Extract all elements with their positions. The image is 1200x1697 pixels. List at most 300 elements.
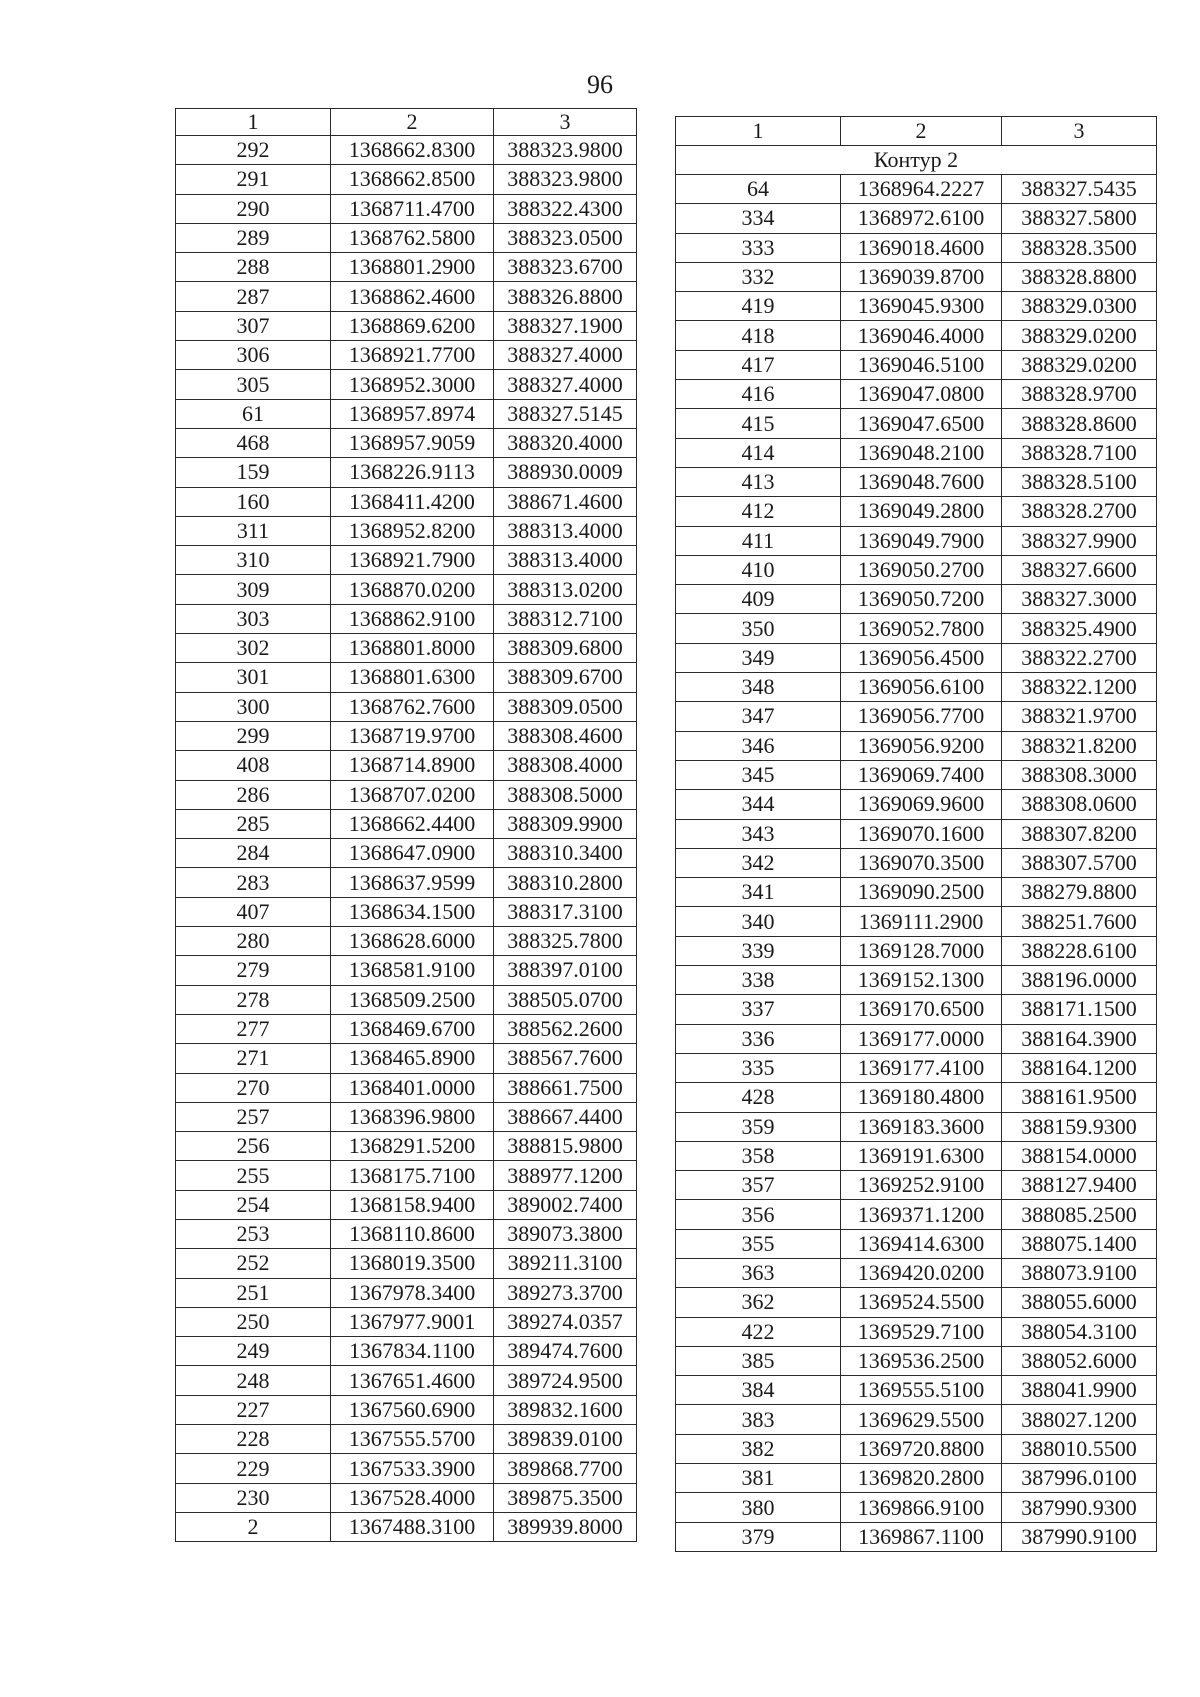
y-coordinate-cell: 388505.0700 (494, 985, 637, 1014)
x-coordinate-cell: 1369414.6300 (841, 1229, 1002, 1258)
y-coordinate-cell: 388313.4000 (494, 546, 637, 575)
x-coordinate-cell: 1368964.2227 (841, 175, 1002, 204)
y-coordinate-cell: 388327.5435 (1002, 175, 1157, 204)
x-coordinate-cell: 1368870.0200 (331, 575, 494, 604)
x-coordinate-cell: 1369111.2900 (841, 907, 1002, 936)
point-number-cell: 363 (676, 1258, 841, 1287)
y-coordinate-cell: 388309.0500 (494, 692, 637, 721)
table-row (676, 1083, 1157, 1112)
y-coordinate-cell: 388328.8800 (1002, 262, 1157, 291)
point-number-cell: 350 (676, 614, 841, 643)
x-coordinate-cell: 1369371.1200 (841, 1200, 1002, 1229)
y-coordinate-cell: 388325.4900 (1002, 614, 1157, 643)
x-coordinate-cell: 1368801.2900 (331, 253, 494, 282)
table-row (176, 428, 637, 457)
point-number-cell: 229 (176, 1454, 331, 1483)
table-row (676, 1229, 1157, 1258)
x-coordinate-cell: 1368628.6000 (331, 927, 494, 956)
table-row (176, 1132, 637, 1161)
point-number-cell: 359 (676, 1112, 841, 1141)
y-coordinate-cell: 388321.8200 (1002, 731, 1157, 760)
point-number-cell: 254 (176, 1190, 331, 1219)
table-row (176, 985, 637, 1014)
y-coordinate-cell: 388326.8800 (494, 282, 637, 311)
point-number-cell: 337 (676, 995, 841, 1024)
x-coordinate-cell: 1368411.4200 (331, 487, 494, 516)
point-number-cell: 284 (176, 839, 331, 868)
table-row (176, 1014, 637, 1043)
point-number-cell: 416 (676, 380, 841, 409)
table-row (676, 1258, 1157, 1287)
table-row (676, 614, 1157, 643)
y-coordinate-cell: 388323.6700 (494, 253, 637, 282)
y-coordinate-cell: 388052.6000 (1002, 1346, 1157, 1375)
point-number-cell: 311 (176, 516, 331, 545)
table-row (176, 927, 637, 956)
point-number-cell: 334 (676, 204, 841, 233)
y-coordinate-cell: 389939.8000 (494, 1512, 637, 1541)
y-coordinate-cell: 388321.9700 (1002, 702, 1157, 731)
table-row (176, 839, 637, 868)
point-number-cell: 356 (676, 1200, 841, 1229)
y-coordinate-cell: 388317.3100 (494, 897, 637, 926)
point-number-cell: 362 (676, 1288, 841, 1317)
point-number-cell: 468 (176, 428, 331, 457)
table-row (176, 1337, 637, 1366)
point-number-cell: 302 (176, 634, 331, 663)
x-coordinate-cell: 1368401.0000 (331, 1073, 494, 1102)
x-coordinate-cell: 1367528.4000 (331, 1483, 494, 1512)
table-row (176, 604, 637, 633)
point-number-cell: 358 (676, 1141, 841, 1170)
x-coordinate-cell: 1369046.4000 (841, 321, 1002, 350)
y-coordinate-cell: 388228.6100 (1002, 936, 1157, 965)
table-row (176, 1249, 637, 1278)
table-header-row (176, 109, 637, 136)
x-coordinate-cell: 1369056.7700 (841, 702, 1002, 731)
table-row (176, 721, 637, 750)
y-coordinate-cell: 388327.5800 (1002, 204, 1157, 233)
point-number-cell: 2 (176, 1512, 331, 1541)
x-coordinate-cell: 1369536.2500 (841, 1346, 1002, 1375)
x-coordinate-cell: 1368662.4400 (331, 809, 494, 838)
y-coordinate-cell: 389073.3800 (494, 1219, 637, 1248)
table-row (176, 341, 637, 370)
table-row (176, 1395, 637, 1424)
point-number-cell: 379 (676, 1522, 841, 1551)
point-number-cell: 291 (176, 165, 331, 194)
coordinates-table-right (675, 116, 1157, 1552)
table-row (676, 497, 1157, 526)
y-coordinate-cell: 388322.4300 (494, 194, 637, 223)
point-number-cell: 285 (176, 809, 331, 838)
point-number-cell: 422 (676, 1317, 841, 1346)
x-coordinate-cell: 1369018.4600 (841, 233, 1002, 262)
y-coordinate-cell: 389002.7400 (494, 1190, 637, 1219)
table-row (676, 1288, 1157, 1317)
point-number-cell: 61 (176, 399, 331, 428)
point-number-cell: 345 (676, 760, 841, 789)
x-coordinate-cell: 1369866.9100 (841, 1493, 1002, 1522)
point-number-cell: 349 (676, 643, 841, 672)
y-coordinate-cell: 388308.4000 (494, 751, 637, 780)
point-number-cell: 257 (176, 1102, 331, 1131)
table-row (676, 936, 1157, 965)
x-coordinate-cell: 1368921.7900 (331, 546, 494, 575)
point-number-cell: 408 (176, 751, 331, 780)
point-number-cell: 428 (676, 1083, 841, 1112)
x-coordinate-cell: 1369069.7400 (841, 760, 1002, 789)
table-row (176, 516, 637, 545)
table-row (676, 350, 1157, 379)
y-coordinate-cell: 388310.2800 (494, 868, 637, 897)
x-coordinate-cell: 1368869.6200 (331, 311, 494, 340)
x-coordinate-cell: 1368957.9059 (331, 428, 494, 457)
x-coordinate-cell: 1368921.7700 (331, 341, 494, 370)
x-coordinate-cell: 1369629.5500 (841, 1405, 1002, 1434)
point-number-cell: 300 (176, 692, 331, 721)
table-row (676, 262, 1157, 291)
y-coordinate-cell: 388322.1200 (1002, 673, 1157, 702)
point-number-cell: 309 (176, 575, 331, 604)
table-row (676, 1522, 1157, 1551)
y-coordinate-cell: 389211.3100 (494, 1249, 637, 1278)
y-coordinate-cell: 388154.0000 (1002, 1141, 1157, 1170)
x-coordinate-cell: 1369046.5100 (841, 350, 1002, 379)
y-coordinate-cell: 388323.9800 (494, 136, 637, 165)
y-coordinate-cell: 388251.7600 (1002, 907, 1157, 936)
x-coordinate-cell: 1368952.8200 (331, 516, 494, 545)
y-coordinate-cell: 388309.6800 (494, 634, 637, 663)
table-row (176, 223, 637, 252)
x-coordinate-cell: 1369048.7600 (841, 467, 1002, 496)
section-title: Контур 2 (676, 146, 1157, 175)
x-coordinate-cell: 1367533.3900 (331, 1454, 494, 1483)
table-row (176, 868, 637, 897)
x-coordinate-cell: 1368719.9700 (331, 721, 494, 750)
table-row (676, 233, 1157, 262)
point-number-cell: 355 (676, 1229, 841, 1258)
point-number-cell: 414 (676, 438, 841, 467)
y-coordinate-cell: 388041.9900 (1002, 1376, 1157, 1405)
table-row (676, 1493, 1157, 1522)
y-coordinate-cell: 388328.3500 (1002, 233, 1157, 262)
x-coordinate-cell: 1368762.5800 (331, 223, 494, 252)
point-number-cell: 344 (676, 790, 841, 819)
coordinates-table-left (175, 108, 637, 1542)
x-coordinate-cell: 1369050.7200 (841, 585, 1002, 614)
point-number-cell: 339 (676, 936, 841, 965)
point-number-cell: 348 (676, 673, 841, 702)
table-row (676, 585, 1157, 614)
table-row (176, 956, 637, 985)
x-coordinate-cell: 1369524.5500 (841, 1288, 1002, 1317)
table-row (176, 1307, 637, 1336)
y-coordinate-cell: 388322.2700 (1002, 643, 1157, 672)
point-number-cell: 292 (176, 136, 331, 165)
x-coordinate-cell: 1368110.8600 (331, 1219, 494, 1248)
point-number-cell: 277 (176, 1014, 331, 1043)
y-coordinate-cell: 388977.1200 (494, 1161, 637, 1190)
table-row (176, 253, 637, 282)
table-row (676, 438, 1157, 467)
x-coordinate-cell: 1369049.2800 (841, 497, 1002, 526)
table-row (676, 1346, 1157, 1375)
y-coordinate-cell: 388313.4000 (494, 516, 637, 545)
x-coordinate-cell: 1368952.3000 (331, 370, 494, 399)
table-row (676, 790, 1157, 819)
x-coordinate-cell: 1369056.9200 (841, 731, 1002, 760)
point-number-cell: 380 (676, 1493, 841, 1522)
y-coordinate-cell: 388164.3900 (1002, 1024, 1157, 1053)
y-coordinate-cell: 388397.0100 (494, 956, 637, 985)
y-coordinate-cell: 388329.0200 (1002, 321, 1157, 350)
point-number-cell: 227 (176, 1395, 331, 1424)
x-coordinate-cell: 1367977.9001 (331, 1307, 494, 1336)
point-number-cell: 418 (676, 321, 841, 350)
x-coordinate-cell: 1368707.0200 (331, 780, 494, 809)
point-number-cell: 248 (176, 1366, 331, 1395)
table-row (676, 292, 1157, 321)
point-number-cell: 343 (676, 819, 841, 848)
point-number-cell: 357 (676, 1171, 841, 1200)
x-coordinate-cell: 1369177.0000 (841, 1024, 1002, 1053)
table-row (176, 487, 637, 516)
y-coordinate-cell: 388327.4000 (494, 370, 637, 399)
point-number-cell: 332 (676, 262, 841, 291)
x-coordinate-cell: 1367488.3100 (331, 1512, 494, 1541)
y-coordinate-cell: 388567.7600 (494, 1044, 637, 1073)
x-coordinate-cell: 1368801.8000 (331, 634, 494, 663)
x-coordinate-cell: 1367978.3400 (331, 1278, 494, 1307)
y-coordinate-cell: 388815.9800 (494, 1132, 637, 1161)
y-coordinate-cell: 388327.5145 (494, 399, 637, 428)
y-coordinate-cell: 388054.3100 (1002, 1317, 1157, 1346)
y-coordinate-cell: 388055.6000 (1002, 1288, 1157, 1317)
point-number-cell: 287 (176, 282, 331, 311)
point-number-cell: 419 (676, 292, 841, 321)
point-number-cell: 278 (176, 985, 331, 1014)
table-row (676, 1024, 1157, 1053)
y-coordinate-cell: 388327.3000 (1002, 585, 1157, 614)
y-coordinate-cell: 388027.1200 (1002, 1405, 1157, 1434)
table-row (676, 526, 1157, 555)
table-row (176, 165, 637, 194)
table-row (176, 546, 637, 575)
table-row (176, 1512, 637, 1541)
point-number-cell: 280 (176, 927, 331, 956)
x-coordinate-cell: 1368711.4700 (331, 194, 494, 223)
point-number-cell: 336 (676, 1024, 841, 1053)
y-coordinate-cell: 388320.4000 (494, 428, 637, 457)
x-coordinate-cell: 1368634.1500 (331, 897, 494, 926)
table-row (176, 751, 637, 780)
x-coordinate-cell: 1369420.0200 (841, 1258, 1002, 1287)
point-number-cell: 417 (676, 350, 841, 379)
y-coordinate-cell: 388308.4600 (494, 721, 637, 750)
x-coordinate-cell: 1369867.1100 (841, 1522, 1002, 1551)
x-coordinate-cell: 1369070.1600 (841, 819, 1002, 848)
point-number-cell: 340 (676, 907, 841, 936)
y-coordinate-cell: 388307.8200 (1002, 819, 1157, 848)
table-row (176, 1102, 637, 1131)
table-row (176, 311, 637, 340)
y-coordinate-cell: 389273.3700 (494, 1278, 637, 1307)
y-coordinate-cell: 388307.5700 (1002, 848, 1157, 877)
table-row (176, 399, 637, 428)
x-coordinate-cell: 1368647.0900 (331, 839, 494, 868)
x-coordinate-cell: 1368762.7600 (331, 692, 494, 721)
x-coordinate-cell: 1367651.4600 (331, 1366, 494, 1395)
table-row (676, 555, 1157, 584)
point-number-cell: 411 (676, 526, 841, 555)
x-coordinate-cell: 1369128.7000 (841, 936, 1002, 965)
x-coordinate-cell: 1369191.6300 (841, 1141, 1002, 1170)
y-coordinate-cell: 388309.6700 (494, 663, 637, 692)
point-number-cell: 407 (176, 897, 331, 926)
y-coordinate-cell: 389875.3500 (494, 1483, 637, 1512)
x-coordinate-cell: 1369056.4500 (841, 643, 1002, 672)
table-row (676, 848, 1157, 877)
point-number-cell: 288 (176, 253, 331, 282)
x-coordinate-cell: 1368637.9599 (331, 868, 494, 897)
table-row (676, 1200, 1157, 1229)
x-coordinate-cell: 1369180.4800 (841, 1083, 1002, 1112)
table-row (676, 1317, 1157, 1346)
table-row (676, 409, 1157, 438)
point-number-cell: 333 (676, 233, 841, 262)
column-header: 1 (176, 109, 331, 136)
x-coordinate-cell: 1368175.7100 (331, 1161, 494, 1190)
table-row (676, 643, 1157, 672)
x-coordinate-cell: 1367560.6900 (331, 1395, 494, 1424)
y-coordinate-cell: 388310.3400 (494, 839, 637, 868)
table-row (676, 321, 1157, 350)
point-number-cell: 283 (176, 868, 331, 897)
point-number-cell: 303 (176, 604, 331, 633)
y-coordinate-cell: 388327.4000 (494, 341, 637, 370)
y-coordinate-cell: 388671.4600 (494, 487, 637, 516)
point-number-cell: 347 (676, 702, 841, 731)
point-number-cell: 382 (676, 1434, 841, 1463)
x-coordinate-cell: 1368662.8300 (331, 136, 494, 165)
y-coordinate-cell: 388328.7100 (1002, 438, 1157, 467)
y-coordinate-cell: 388328.8600 (1002, 409, 1157, 438)
table-row (676, 175, 1157, 204)
point-number-cell: 255 (176, 1161, 331, 1190)
y-coordinate-cell: 389724.9500 (494, 1366, 637, 1395)
point-number-cell: 305 (176, 370, 331, 399)
x-coordinate-cell: 1369529.7100 (841, 1317, 1002, 1346)
y-coordinate-cell: 388323.9800 (494, 165, 637, 194)
x-coordinate-cell: 1369090.2500 (841, 878, 1002, 907)
y-coordinate-cell: 389474.7600 (494, 1337, 637, 1366)
table-row (176, 692, 637, 721)
y-coordinate-cell: 388312.7100 (494, 604, 637, 633)
x-coordinate-cell: 1369039.8700 (841, 262, 1002, 291)
table-row (676, 1464, 1157, 1493)
table-row (176, 1483, 637, 1512)
y-coordinate-cell: 388313.0200 (494, 575, 637, 604)
table-row (176, 1366, 637, 1395)
y-coordinate-cell: 388328.2700 (1002, 497, 1157, 526)
y-coordinate-cell: 388308.5000 (494, 780, 637, 809)
point-number-cell: 271 (176, 1044, 331, 1073)
point-number-cell: 410 (676, 555, 841, 584)
x-coordinate-cell: 1368801.6300 (331, 663, 494, 692)
point-number-cell: 342 (676, 848, 841, 877)
column-header: 2 (841, 117, 1002, 146)
table-row (176, 780, 637, 809)
x-coordinate-cell: 1368581.9100 (331, 956, 494, 985)
y-coordinate-cell: 388323.0500 (494, 223, 637, 252)
point-number-cell: 252 (176, 1249, 331, 1278)
table-row (676, 1141, 1157, 1170)
y-coordinate-cell: 388309.9900 (494, 809, 637, 838)
section-row (676, 146, 1157, 175)
table-row (176, 575, 637, 604)
y-coordinate-cell: 388327.6600 (1002, 555, 1157, 584)
y-coordinate-cell: 387990.9100 (1002, 1522, 1157, 1551)
point-number-cell: 159 (176, 458, 331, 487)
x-coordinate-cell: 1368469.6700 (331, 1014, 494, 1043)
point-number-cell: 301 (176, 663, 331, 692)
table-row (176, 1278, 637, 1307)
x-coordinate-cell: 1369045.9300 (841, 292, 1002, 321)
y-coordinate-cell: 388171.1500 (1002, 995, 1157, 1024)
table-row (676, 380, 1157, 409)
x-coordinate-cell: 1369069.9600 (841, 790, 1002, 819)
point-number-cell: 251 (176, 1278, 331, 1307)
table-row (176, 1073, 637, 1102)
y-coordinate-cell: 389274.0357 (494, 1307, 637, 1336)
x-coordinate-cell: 1368662.8500 (331, 165, 494, 194)
point-number-cell: 160 (176, 487, 331, 516)
point-number-cell: 412 (676, 497, 841, 526)
table-row (676, 1053, 1157, 1082)
x-coordinate-cell: 1367834.1100 (331, 1337, 494, 1366)
point-number-cell: 335 (676, 1053, 841, 1082)
point-number-cell: 249 (176, 1337, 331, 1366)
y-coordinate-cell: 388327.1900 (494, 311, 637, 340)
x-coordinate-cell: 1368957.8974 (331, 399, 494, 428)
x-coordinate-cell: 1369183.3600 (841, 1112, 1002, 1141)
x-coordinate-cell: 1368291.5200 (331, 1132, 494, 1161)
table-row (676, 204, 1157, 233)
page-number: 96 (587, 70, 613, 99)
x-coordinate-cell: 1368465.8900 (331, 1044, 494, 1073)
x-coordinate-cell: 1369252.9100 (841, 1171, 1002, 1200)
table-row (676, 1171, 1157, 1200)
y-coordinate-cell: 388279.8800 (1002, 878, 1157, 907)
x-coordinate-cell: 1369047.0800 (841, 380, 1002, 409)
column-header: 1 (676, 117, 841, 146)
x-coordinate-cell: 1368019.3500 (331, 1249, 494, 1278)
point-number-cell: 253 (176, 1219, 331, 1248)
point-number-cell: 413 (676, 467, 841, 496)
y-coordinate-cell: 388930.0009 (494, 458, 637, 487)
x-coordinate-cell: 1369820.2800 (841, 1464, 1002, 1493)
point-number-cell: 228 (176, 1425, 331, 1454)
table-row (176, 136, 637, 165)
x-coordinate-cell: 1368714.8900 (331, 751, 494, 780)
y-coordinate-cell: 388325.7800 (494, 927, 637, 956)
column-header: 2 (331, 109, 494, 136)
x-coordinate-cell: 1369050.2700 (841, 555, 1002, 584)
point-number-cell: 384 (676, 1376, 841, 1405)
y-coordinate-cell: 388328.9700 (1002, 380, 1157, 409)
column-header: 3 (494, 109, 637, 136)
